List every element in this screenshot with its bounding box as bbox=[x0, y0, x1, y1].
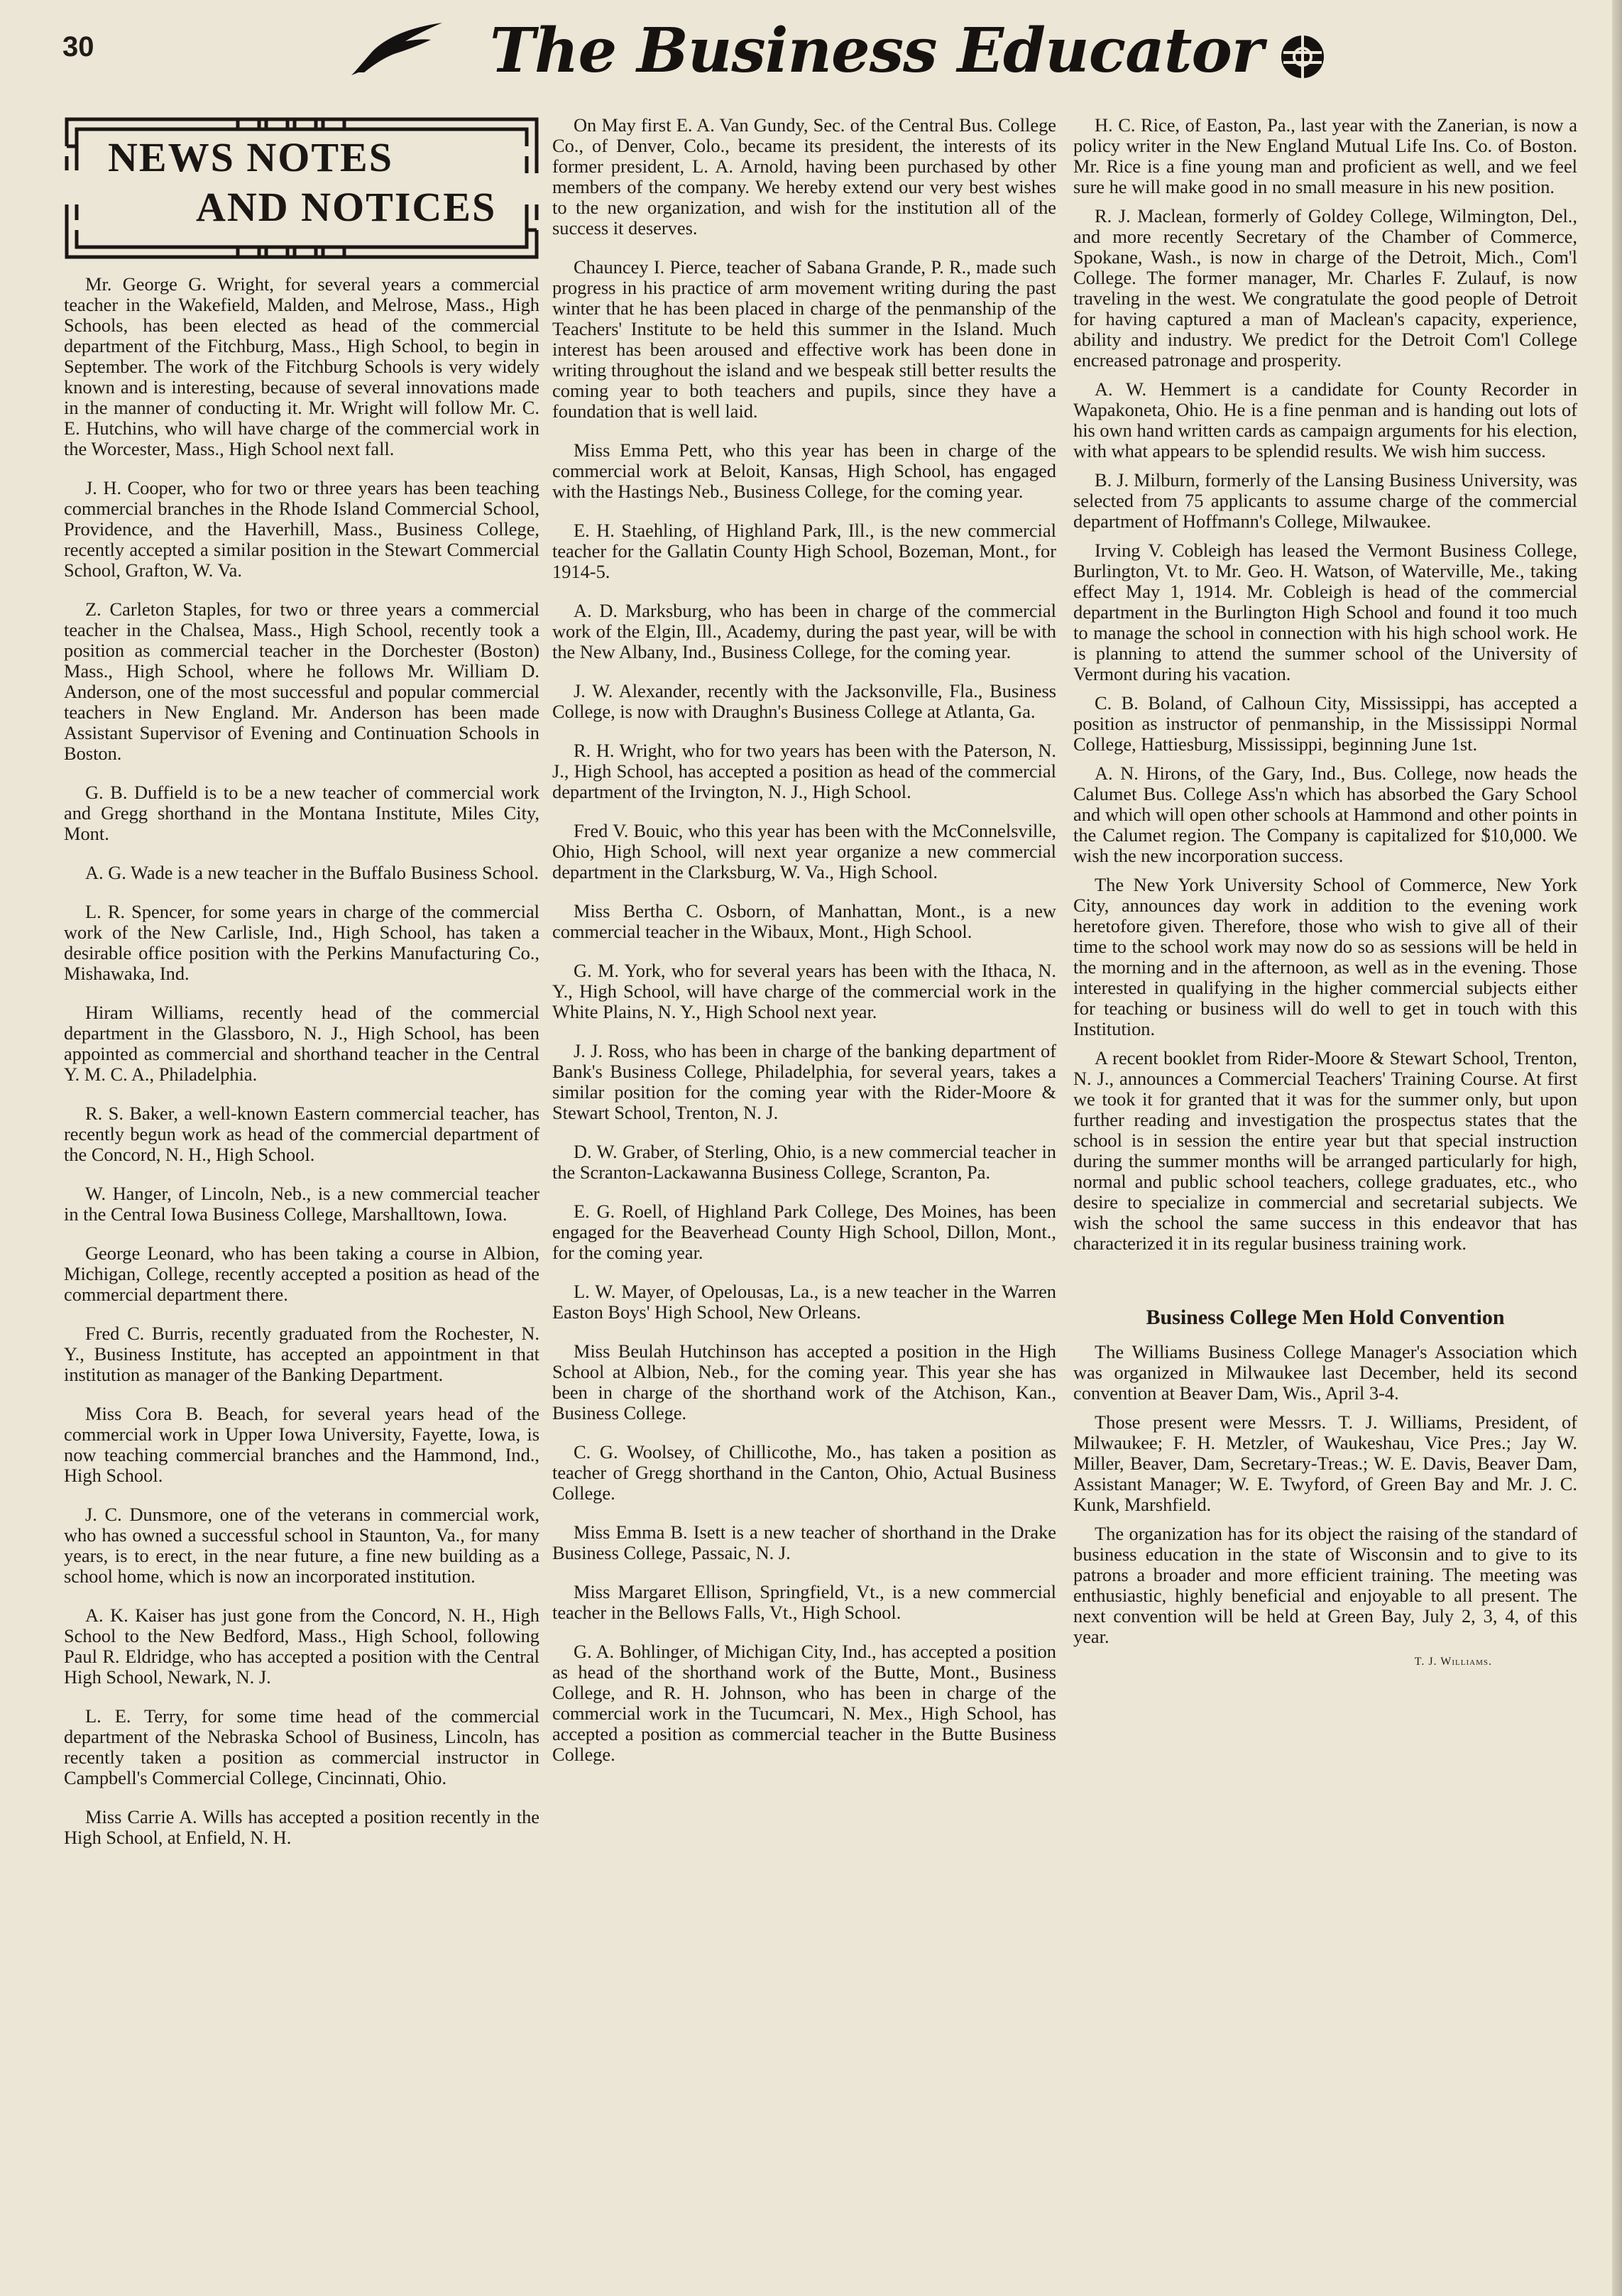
section-title-line1: NEWS NOTES bbox=[108, 134, 393, 180]
news-item: A recent booklet from Rider-Moore & Stewart School, Trenton, N. J., announces a Commercial Teachers' Training Course. At first we took it for granted that it was for the summer only, but upon further reading and investigation the prospectus states that the school is in session the entire year but that special instruction during the summer months will be arranged particularly for high, normal and public school teachers, college graduates, etc., who desire to specialize in commercial and secretarial subjects. We wish the school the same success in this endeavor that has characterized it in its regular business training work. bbox=[1073, 1047, 1577, 1254]
news-item: Hiram Williams, recently head of the commercial department in the Glassboro, N. J., High School, has been appointed as commercial and shorthand teacher in the Central Y. M. C. A., Philadelphia. bbox=[64, 1002, 539, 1085]
news-item: Irving V. Cobleigh has leased the Vermont Business College, Burlington, Vt. to Mr. Geo. H. Watson, of Waterville, Me., taking effect May 1, 1914. Mr. Cobleigh is head of the commercial department in the Burlington High School and found it too much to manage the school in connection with his high school work. He is planning to attend the summer school of the University of Vermont during his vacation. bbox=[1073, 540, 1577, 684]
news-item: J. C. Dunsmore, one of the veterans in commercial work, who has owned a successful school in Staunton, Va., for many years, is to erect, in the near future, a fine new building as a school home, which is now an incorporated institution. bbox=[64, 1504, 539, 1587]
news-item: Miss Bertha C. Osborn, of Manhattan, Mont., is a new commercial teacher in the Wibaux, Mont., High School. bbox=[552, 900, 1056, 942]
news-item: On May first E. A. Van Gundy, Sec. of the Central Bus. College Co., of Denver, Colo., became its president, the interests of its former president, L. A. Arnold, having been purchased by other members of the company. We hereby extend our very best wishes to the new organization, and wish for the institution all of the success it deserves. bbox=[552, 114, 1056, 239]
news-item: J. W. Alexander, recently with the Jacksonville, Fla., Business College, is now with Draughn's Business College at Atlanta, Ga. bbox=[552, 680, 1056, 722]
news-item: Miss Emma Pett, who this year has been in charge of the commercial work at Beloit, Kansas, High School, has engaged with the Hastings Neb., Business College, for the coming year. bbox=[552, 439, 1056, 502]
column-2 bbox=[552, 115, 1056, 1783]
news-item: R. H. Wright, who for two years has been with the Paterson, N. J., High School, has accepted a position as head of the commercial department of the Irvington, N. J., High School. bbox=[552, 740, 1056, 802]
news-item: B. J. Milburn, formerly of the Lansing Business University, was selected from 75 applicants to assume charge of the commercial department of Hoffmann's College, Milwaukee. bbox=[1073, 469, 1577, 532]
news-item: Miss Cora B. Beach, for several years head of the commercial work in Upper Iowa University, Fayette, Iowa, is now teaching commercial branches and the Hammond, Ind., High School. bbox=[64, 1403, 539, 1486]
news-item: A. D. Marksburg, who has been in charge of the commercial work of the Elgin, Ill., Academy, during the past year, will be with the New Albany, Ind., Business College, for the coming year. bbox=[552, 600, 1056, 662]
news-item: J. H. Cooper, who for two or three years has been teaching commercial branches in the Rhode Island Commercial School, Providence, and the Haverhill, Mass., Business College, recently accepted a similar position in the Stewart Commercial School, Grafton, W. Va. bbox=[64, 477, 539, 581]
news-item: G. B. Duffield is to be a new teacher of commercial work and Gregg shorthand in the Montana Institute, Miles City, Mont. bbox=[64, 782, 539, 844]
news-item: E. H. Staehling, of Highland Park, Ill., is the new commercial teacher for the Gallatin County High School, Bozeman, Mont., for 1914-5. bbox=[552, 520, 1056, 582]
news-item: Fred V. Bouic, who this year has been with the McConnelsville, Ohio, High School, will next year organize a new commercial department in the Clarksburg, W. Va., High School. bbox=[552, 820, 1056, 882]
column-1 bbox=[64, 274, 539, 1866]
news-item: W. Hanger, of Lincoln, Neb., is a new commercial teacher in the Central Iowa Business College, Marshalltown, Iowa. bbox=[64, 1183, 539, 1225]
news-item: C. G. Woolsey, of Chillicothe, Mo., has taken a position as teacher of Gregg shorthand in the Canton, Ohio, Actual Business College. bbox=[552, 1441, 1056, 1504]
news-item: The New York University School of Commerce, New York City, announces day work in addition to the evening work heretofore given. Therefore, those who wish to give all of their time to the school work may now do so as sessions will be held in the morning and in the afternoon, as well as in the evening. Those interested in qualifying in the higher commercial subjects either for teaching or business will do well to get in touch with this Institution. bbox=[1073, 874, 1577, 1039]
page-number: 30 bbox=[62, 31, 94, 62]
news-item: A. G. Wade is a new teacher in the Buffalo Business School. bbox=[85, 862, 539, 883]
news-item: H. C. Rice, of Easton, Pa., last year with the Zanerian, is now a policy writer in the New England Mutual Life Ins. Co. of Boston. Mr. Rice is a fine young man and proficient as well, and we feel sure he will make good in no small measure in his new position. bbox=[1073, 114, 1577, 197]
convention-heading: Business College Men Hold Convention bbox=[1146, 1306, 1505, 1329]
news-item: L. W. Mayer, of Opelousas, La., is a new teacher in the Warren Easton Boys' High School, New Orleans. bbox=[552, 1281, 1056, 1323]
news-item: Miss Margaret Ellison, Springfield, Vt., is a new commercial teacher in the Bellows Falls, Vt., High School. bbox=[552, 1581, 1056, 1623]
news-item: Miss Carrie A. Wills has accepted a position recently in the High School, at Enfield, N. H. bbox=[64, 1806, 539, 1848]
news-item: George Leonard, who has been taking a course in Albion, Michigan, College, recently accepted a position as head of the commercial department there. bbox=[64, 1242, 539, 1305]
news-item: G. A. Bohlinger, of Michigan City, Ind., has accepted a position as head of the shorthand work of the Butte, Mont., Business College, and R. H. Johnson, who has been in charge of the commercial work in the Tucumcari, N. Mex., High School, has accepted a position as commercial teacher in the Butte Business College. bbox=[552, 1641, 1056, 1765]
news-item: Chauncey I. Pierce, teacher of Sabana Grande, P. R., made such progress in his practice of arm movement writing during the past winter that he has been placed in charge of the penmanship of the Teachers' Institute to be held this summer in the Island. Much interest has been aroused and effective work has been done in writing throughout the island and we bespeak still better results the coming year to both teachers and pupils, since they have a foundation that is well laid. bbox=[552, 256, 1056, 422]
masthead-title: The Business Educator bbox=[490, 15, 1264, 87]
section-title-line2: AND NOTICES bbox=[196, 184, 497, 230]
news-item: R. S. Baker, a well-known Eastern commercial teacher, has recently begun work as head of the commercial department of the Concord, N. H., High School. bbox=[64, 1103, 539, 1165]
column-3 bbox=[1073, 115, 1577, 1668]
quill-pen-icon bbox=[351, 20, 447, 75]
news-item: Fred C. Burris, recently graduated from the Rochester, N. Y., Business Institute, has accepted an appointment in that institution as manager of the Banking Department. bbox=[64, 1323, 539, 1385]
news-item: A. K. Kaiser has just gone from the Concord, N. H., High School to the New Bedford, Mass., High School, following Paul R. Eldridge, who has accepted a position with the Central High School, Newark, N. J. bbox=[64, 1605, 539, 1688]
globe-emblem-icon bbox=[1278, 31, 1327, 81]
news-item: E. G. Roell, of Highland Park College, Des Moines, has been engaged for the Beaverhead County High School, Dillon, Mont., for the coming year. bbox=[552, 1201, 1056, 1263]
convention-paragraph: Those present were Messrs. T. J. Williams, President, of Milwaukee; F. H. Metzler, of Waukeshau, Vice Pres.; Jay W. Miller, Beaver, Dam, Secretary-Treas.; W. E. Davis, Beaver Dam, Assistant Manager; W. E. Twyford, of Green Bay and Mr. J. C. Kunk, Marshfield. bbox=[1073, 1411, 1577, 1515]
news-item: Z. Carleton Staples, for two or three years a commercial teacher in the Chalsea, Mass., High School, recently took a position as commercial teacher in the Dorchester (Boston) Mass., High School, where he follows Mr. William D. Anderson, one of the most successful and popular commercial teachers in New England. Mr. Anderson has been made Assistant Supervisor of Evening and Continuation Schools in Boston. bbox=[64, 598, 539, 764]
news-item: A. W. Hemmert is a candidate for County Recorder in Wapakoneta, Ohio. He is a fine penman and is handing out lots of his own hand written cards as campaign arguments for his election, with what appears to be splendid results. We wish him success. bbox=[1073, 378, 1577, 461]
signature: T. J. Williams. bbox=[1414, 1656, 1492, 1668]
news-item: A. N. Hirons, of the Gary, Ind., Bus. College, now heads the Calumet Bus. College Ass'n which has absorbed the Gary School and which will open other schools at Hammond and other points in the Calumet region. The Company is capitalized for $10,000. We wish the new incorporation success. bbox=[1073, 762, 1577, 866]
news-item: Miss Emma B. Isett is a new teacher of shorthand in the Drake Business College, Passaic, N. J. bbox=[552, 1521, 1056, 1563]
news-item: G. M. York, who for several years has been with the Ithaca, N. Y., High School, will have charge of the commercial work in the White Plains, N. Y., High School next year. bbox=[552, 960, 1056, 1022]
news-notes-title-box bbox=[64, 114, 539, 263]
news-item: C. B. Boland, of Calhoun City, Mississippi, has accepted a position as instructor of penmanship, in the Mississippi Normal College, Hattiesburg, Mississippi, beginning June 1st. bbox=[1073, 692, 1577, 755]
convention-paragraph: The Williams Business College Manager's Association which was organized in Milwaukee last December, held its second convention at Beaver Dam, Wis., April 3-4. bbox=[1073, 1341, 1577, 1404]
news-item: Miss Beulah Hutchinson has accepted a position in the High School at Albion, Neb., for the coming year. This year she has been in charge of the shorthand work of the Atchison, Kan., Business College. bbox=[552, 1340, 1056, 1423]
news-item: R. J. Maclean, formerly of Goldey College, Wilmington, Del., and more recently Secretary of the Chamber of Commerce, Spokane, Wash., is now in charge of the Detroit, Mich., Com'l College. The former manager, Mr. Charles F. Zulauf, is now traveling in the west. We congratulate the good people of Detroit for having captured a man of Maclean's capacity, experience, ability and industry. We predict for the Detroit Com'l College encreased patronage and prosperity. bbox=[1073, 205, 1577, 371]
page-edge bbox=[1612, 0, 1622, 2296]
news-item: J. J. Ross, who has been in charge of the banking department of Bank's Business College, Philadelphia, for several years, takes a similar position for the coming year with the Rider-Moore & Stewart School, Trenton, N. J. bbox=[552, 1040, 1056, 1123]
news-item: Mr. George G. Wright, for several years a commercial teacher in the Wakefield, Malden, and Melrose, Mass., High Schools, has been elected as head of the commercial department of the Fitchburg, Mass., High School, to begin in September. The work of the Fitchburg Schools is very widely known and is interesting, because of several innovations made in the manner of conducting it. Mr. Wright will follow Mr. C. E. Hutchins, who will have charge of the commercial work in the Worcester, Mass., High School next fall. bbox=[64, 273, 539, 459]
news-item: D. W. Graber, of Sterling, Ohio, is a new commercial teacher in the Scranton-Lackawanna Business College, Scranton, Pa. bbox=[552, 1141, 1056, 1183]
convention-paragraph: The organization has for its object the raising of the standard of business education in the state of Wisconsin and to give to its patrons a broader and more efficient training. The meeting was enthusiastic, highly beneficial and enjoyable to all present. The next convention will be held at Green Bay, July 2, 3, 4, of this year. bbox=[1073, 1523, 1577, 1647]
news-item: L. E. Terry, for some time head of the commercial department of the Nebraska School of Business, Lincoln, has recently taken a position as commercial instructor in Campbell's Commercial College, Cincinnati, Ohio. bbox=[64, 1705, 539, 1788]
news-item: L. R. Spencer, for some years in charge of the commercial work of the New Carlisle, Ind., High School, has taken a desirable office position with the Perkins Manufacturing Co., Mishawaka, Ind. bbox=[64, 901, 539, 984]
